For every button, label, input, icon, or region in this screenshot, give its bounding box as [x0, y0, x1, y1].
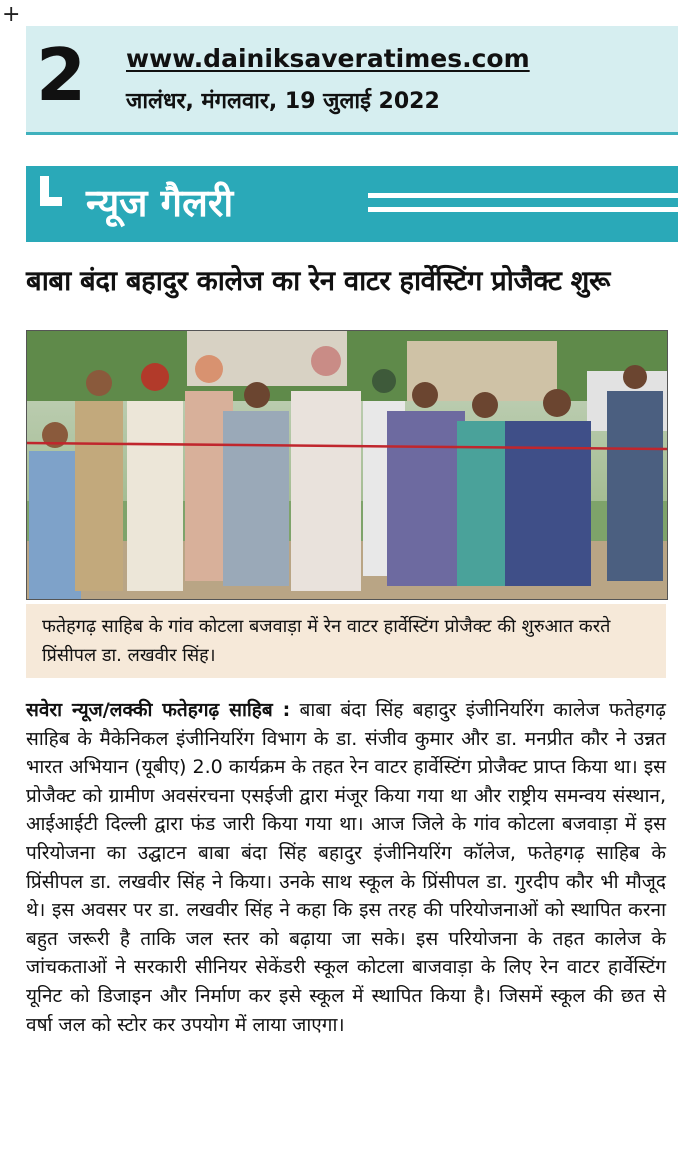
dateline: जालंधर, मंगलवार, 19 जुलाई 2022 — [126, 89, 440, 114]
photo-caption: फतेहगढ़ साहिब के गांव कोटला बजवाड़ा में रेन वाटर हार्वेस्टिंग प्रोजैक्ट की शुरुआत करते प्रिंसीपल डा. लखवीर सिंह। — [42, 616, 611, 666]
section-title: न्यूज गैलरी — [86, 181, 234, 225]
section-marker-icon-foot — [40, 197, 62, 206]
banner-stripe-top — [368, 193, 678, 198]
article-byline: सवेरा न्यूज/लक्की फतेहगढ़ साहिब : — [26, 699, 291, 721]
masthead-band — [26, 26, 678, 132]
page-number: 2 — [36, 33, 87, 117]
masthead-rule — [26, 132, 678, 135]
registration-mark: + — [2, 2, 21, 27]
article-body — [26, 696, 666, 1039]
website-link[interactable]: www.dainiksaveratimes.com — [126, 44, 530, 73]
article-headline: बाबा बंदा बहादुर कालेज का रेन वाटर हार्वेस्टिंग प्रोजैक्ट शुरू — [26, 265, 610, 297]
article-photo — [26, 330, 668, 600]
article-body-text: बाबा बंदा सिंह बहादुर इंजीनियरिंग कालेज फतेहगढ़ साहिब के मैकेनिकल इंजीनियरिंग विभाग के डा. संजीव कुमार और डा. मनप्रीत कौर ने उन्नत भारत अभियान (यूबीए) 2.0 कार्यक्रम के तहत रेन वाटर हार्वेस्टिंग प्रोजैक्ट प्राप्त किया था। इस प्रोजैक्ट को ग्रामीण अवसंरचना एसईजी द्वारा मंजूर किया गया था और राष्ट्रीय समन्वय संस्थान, आईआईटी दिल्ली द्वारा फंड जारी किया गया था। आज जिले के गांव कोटला बजवाड़ा में इस परियोजना का उद्घाटन बाबा बंदा सिंह बहादुर इंजीनियरिंग कॉलेज, फतेहगढ़ साहिब के प्रिंसीपल डा. लखवीर सिंह ने किया। उनके साथ स्कूल के प्रिंसीपल डा. गुरदीप कौर भी मौजूद थे। इस अवसर पर डा. लखवीर सिंह ने कहा कि इस तरह की परियोजनाओं को स्थापित करना बहुत जरूरी है ताकि जल स्तर को बढ़ाया जा सके। इस परियोजना के तहत कालेज के जांचकताओं ने सरकारी सीनियर सेकेंडरी स्कूल कोटला बाजवाड़ा के लिए रेन वाटर हार्वेस्टिंग यूनिट को डिजाइन और निर्माण कर इसे स्कूल में स्थापित किया है। जिसमें स्कूल की छत से वर्षा जल को स्टोर कर उपयोग में लाया जाएगा। — [26, 699, 667, 1036]
banner-stripe-bottom — [368, 207, 678, 212]
